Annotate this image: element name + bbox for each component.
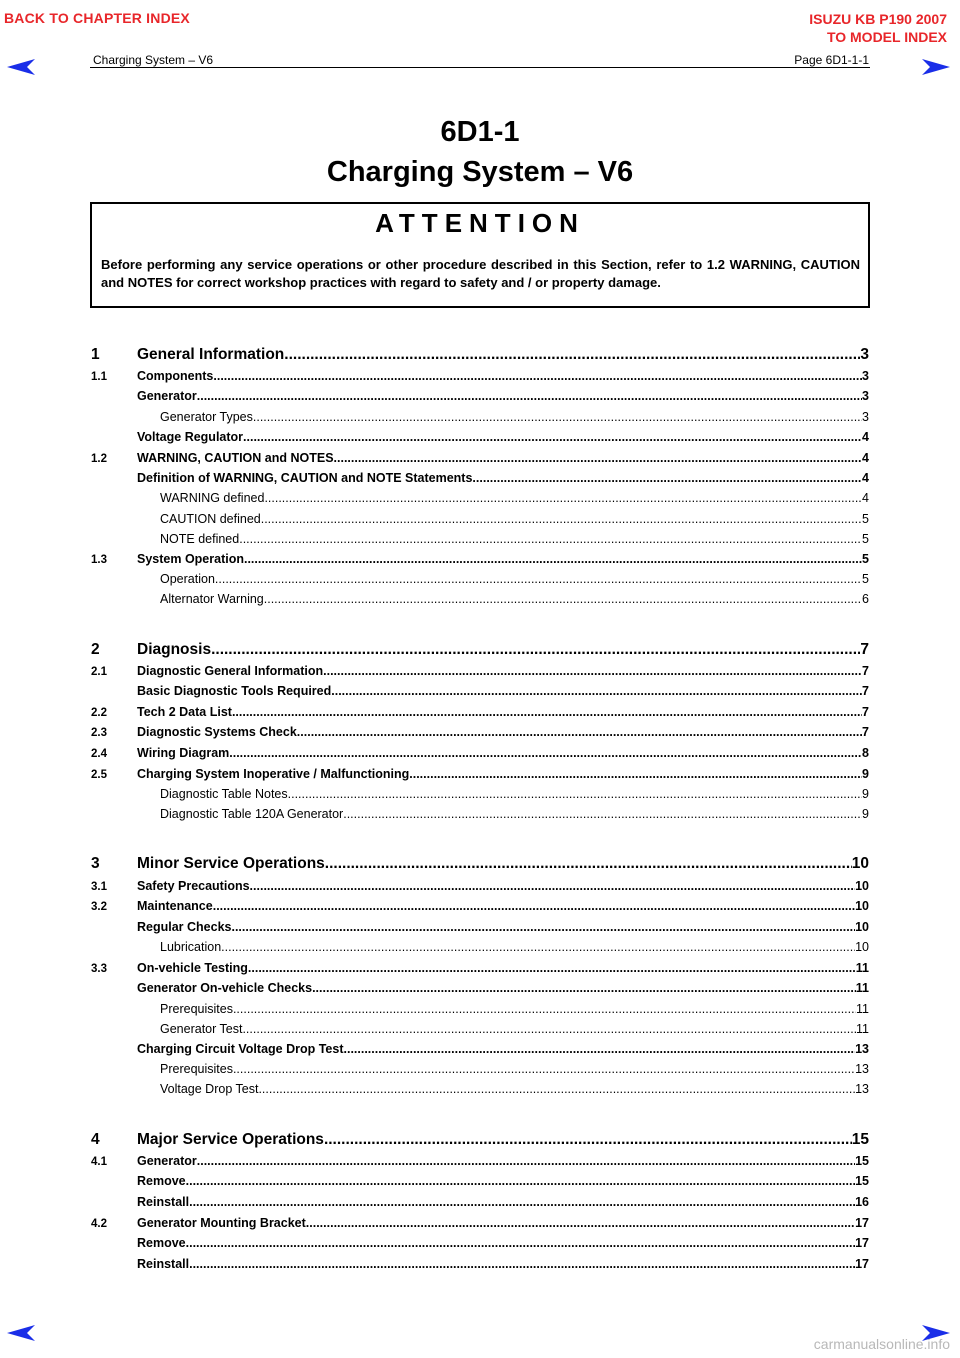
toc-entry-title: Wiring Diagram [137,746,230,760]
toc-entry-title: Basic Diagnostic Tools Required [137,684,332,698]
toc-entry-title: CAUTION defined [160,512,261,526]
toc-entry-page: 5 [862,532,869,546]
toc-entry[interactable] [91,767,869,785]
toc-entry-number: 1.3 [91,554,107,566]
toc-entry[interactable] [91,346,869,368]
toc-dot-leader [312,981,856,995]
model-index-link[interactable] [809,10,947,46]
toc-entry-page: 3 [860,346,869,363]
toc-entry[interactable] [91,1154,869,1172]
toc-entry-page: 7 [862,725,869,739]
toc-entry-title: Reinstall [137,1257,190,1271]
toc-entry[interactable] [91,940,869,958]
toc-dot-leader [297,725,862,739]
toc-dot-leader [197,389,862,403]
toc-entry[interactable] [91,1082,869,1100]
toc-entry-page: 6 [862,592,869,606]
toc-entry[interactable] [91,981,869,999]
attention-text: Before performing any service operations or other procedure described in this Section, refer to 1.2 WARNING, CAUTION and NOTES for correct workshop practices with regard to safety and / or property damage. [101,257,860,290]
toc-dot-leader [472,471,862,485]
toc-entry[interactable] [91,369,869,387]
toc-entry-page: 9 [862,787,869,801]
toc-entry-page: 7 [860,641,869,658]
prev-page-arrow-bottom[interactable] [7,1325,35,1343]
toc-entry-title: Lubrication [160,940,222,954]
toc-entry-number: 2.1 [91,666,107,678]
toc-dot-leader [239,532,862,546]
toc-dot-leader [331,684,862,698]
back-to-chapter-index-link[interactable]: BACK TO CHAPTER INDEX [4,10,190,26]
toc-entry-title: Remove [137,1236,186,1250]
toc-entry-number: 3.3 [91,963,107,975]
toc-dot-leader [261,512,862,526]
toc-entry[interactable] [91,787,869,805]
toc-entry-page: 11 [856,1022,869,1036]
toc-entry-page: 11 [855,981,869,995]
toc-entry-page: 10 [855,920,869,934]
toc-entry-title: Diagnostic General Information [137,664,324,678]
toc-entry-page: 3 [862,369,869,383]
toc-entry[interactable] [91,471,869,489]
toc-entry[interactable] [91,1216,869,1234]
toc-dot-leader [264,491,862,505]
toc-entry-number: 2.4 [91,748,107,760]
toc-entry-number: 3 [91,855,100,872]
toc-entry-page: 5 [862,512,869,526]
toc-entry-page: 4 [862,491,869,505]
toc-dot-leader [221,940,855,954]
toc-entry-page: 16 [855,1195,869,1209]
toc-entry[interactable] [91,451,869,469]
toc-dot-leader [250,879,856,893]
header-divider [90,67,870,68]
model-name: ISUZU KB P190 2007 [809,11,947,27]
toc-entry-page: 15 [855,1154,869,1168]
attention-heading: ATTENTION [375,208,585,238]
toc-entry-number: 1 [91,346,100,363]
toc-entry-number: 3.2 [91,901,107,913]
toc-entry[interactable] [91,1002,869,1020]
toc-entry-title: NOTE defined [160,532,240,546]
toc-entry[interactable] [91,725,869,743]
toc-entry-page: 7 [862,664,869,678]
toc-entry-title: Reinstall [137,1195,190,1209]
toc-entry-title: System Operation [137,552,244,566]
attention-box [90,202,870,308]
toc-entry-number: 3.1 [91,881,107,893]
toc-entry-title: Diagnostic Table Notes [160,787,288,801]
toc-entry-page: 8 [862,746,869,760]
toc-dot-leader [284,346,860,364]
toc-entry-title: Generator [137,389,197,403]
toc-entry-title: Diagnostic Table 120A Generator [160,807,344,821]
toc-entry-title: Definition of WARNING, CAUTION and NOTE Statements [137,471,473,485]
page-title [0,112,960,192]
toc-dot-leader [306,1216,855,1230]
toc-dot-leader [325,855,852,873]
toc-entry-title: On-vehicle Testing [137,961,248,975]
toc-entry[interactable] [91,899,869,917]
toc-dot-leader [233,1002,856,1016]
toc-dot-leader [242,1022,856,1036]
toc-dot-leader [186,1174,855,1188]
toc-entry[interactable] [91,746,869,764]
toc-entry-title: WARNING defined [160,491,265,505]
toc-entry-title: Alternator Warning [160,592,264,606]
toc-entry[interactable] [91,572,869,590]
toc-entry-page: 5 [862,552,869,566]
toc-entry[interactable] [91,1236,869,1254]
toc-entry-title: WARNING, CAUTION and NOTES [137,451,334,465]
toc-entry[interactable] [91,491,869,509]
toc-entry-title: Diagnosis [137,641,212,658]
toc-entry-title: Operation [160,572,215,586]
toc-entry-page: 15 [851,1131,869,1148]
toc-entry[interactable] [91,705,869,723]
toc-entry-number: 2.5 [91,769,107,781]
toc-entry-title: Regular Checks [137,920,232,934]
toc-entry[interactable] [91,1174,869,1192]
toc-entry[interactable] [91,641,869,663]
toc-entry-page: 17 [855,1257,869,1271]
toc-entry[interactable] [91,961,869,979]
toc-entry[interactable] [91,410,869,428]
toc-entry-title: General Information [137,346,285,363]
toc-dot-leader [244,552,862,566]
toc-dot-leader [213,899,855,913]
right-arrow-icon [922,59,950,75]
toc-dot-leader [211,641,860,659]
toc-dot-leader [189,1257,855,1271]
toc-dot-leader [213,369,862,383]
toc-entry-page: 11 [855,961,869,975]
toc-entry[interactable] [91,512,869,530]
toc-entry-page: 17 [855,1216,869,1230]
toc-entry-page: 9 [862,807,869,821]
toc-entry-title: Components [137,369,214,383]
toc-entry-page: 10 [855,899,869,913]
to-model-index-label[interactable]: TO MODEL INDEX [826,29,947,45]
section-code: 6D1-1 [440,116,520,148]
toc-entry[interactable] [91,920,869,938]
toc-entry-title: Generator Types [160,410,253,424]
toc-entry[interactable] [91,592,869,610]
toc-entry-page: 3 [862,410,869,424]
toc-entry-number: 2 [91,641,100,658]
left-arrow-icon [7,1325,35,1341]
toc-entry-page: 10 [855,879,869,893]
toc-entry[interactable] [91,1257,869,1275]
toc-entry-page: 9 [862,767,869,781]
section-name: Charging System – V6 [326,156,634,188]
toc-dot-leader [186,1236,855,1250]
toc-entry[interactable] [91,684,869,702]
toc-dot-leader [215,572,862,586]
toc-entry-page: 11 [856,1002,869,1016]
toc-dot-leader [324,1131,852,1149]
toc-dot-leader [231,920,855,934]
toc-entry-number: 4 [91,1131,100,1148]
toc-entry-title: Prerequisites [160,1002,233,1016]
toc-entry-title: Maintenance [137,899,213,913]
toc-entry-page: 13 [855,1042,869,1056]
toc-entry-number: 1.2 [91,453,107,465]
toc-entry-title: Minor Service Operations [137,855,325,872]
toc-dot-leader [409,767,862,781]
toc-entry[interactable] [91,807,869,825]
toc-entry[interactable] [91,879,869,897]
toc-dot-leader [243,430,862,444]
toc-entry-title: Remove [137,1174,186,1188]
toc-entry-page: 17 [855,1236,869,1250]
toc-entry[interactable] [91,855,869,877]
toc-dot-leader [288,787,862,801]
toc-dot-leader [197,1154,855,1168]
toc-entry-page: 4 [862,471,869,485]
left-arrow-icon [7,59,35,75]
toc-entry[interactable] [91,1131,869,1153]
toc-entry-number: 4.2 [91,1218,107,1230]
toc-dot-leader [189,1195,855,1209]
toc-entry-title: Charging Circuit Voltage Drop Test [137,1042,344,1056]
toc-entry-page: 7 [862,705,869,719]
toc-dot-leader [248,961,856,975]
running-header-page: Page 6D1-1-1 [794,53,869,67]
toc-entry-title: Generator Test [160,1022,243,1036]
toc-entry-title: Major Service Operations [137,1131,324,1148]
toc-entry-number: 2.3 [91,727,107,739]
toc-dot-leader [343,807,862,821]
toc-entry[interactable] [91,389,869,407]
toc-entry[interactable] [91,1022,869,1040]
toc-entry-page: 7 [862,684,869,698]
toc-entry[interactable] [91,532,869,550]
toc-entry-title: Generator [137,1154,197,1168]
toc-entry-page: 3 [862,389,869,403]
toc-entry-number: 1.1 [91,371,107,383]
toc-entry[interactable] [91,1195,869,1213]
toc-dot-leader [344,1042,856,1056]
toc-entry[interactable] [91,1042,869,1060]
toc-entry-title: Charging System Inoperative / Malfunctioning [137,767,410,781]
toc-entry-title: Generator On-vehicle Checks [137,981,313,995]
toc-entry-title: Voltage Drop Test [160,1082,259,1096]
toc-entry-number: 4.1 [91,1156,107,1168]
toc-entry-page: 15 [855,1174,869,1188]
toc-entry-title: Voltage Regulator [137,430,244,444]
toc-dot-leader [323,664,862,678]
toc-dot-leader [258,1082,855,1096]
toc-entry-page: 13 [855,1062,869,1076]
toc-dot-leader [229,746,862,760]
toc-dot-leader [334,451,863,465]
toc-entry-page: 4 [862,451,869,465]
toc-entry-page: 10 [855,940,869,954]
toc-dot-leader [253,410,862,424]
toc-entry-page: 4 [862,430,869,444]
toc-dot-leader [233,1062,855,1076]
running-header-section: Charging System – V6 [93,53,214,67]
toc-entry-page: 13 [855,1082,869,1096]
toc-entry-title: Prerequisites [160,1062,233,1076]
toc-entry-number: 2.2 [91,707,107,719]
toc-entry[interactable] [91,1062,869,1080]
toc-entry-page: 10 [851,855,869,872]
watermark: carmanualsonline.info [813,1336,950,1352]
toc-dot-leader [264,592,862,606]
toc-entry-title: Diagnostic Systems Check [137,725,297,739]
next-page-arrow[interactable] [922,59,950,77]
toc-entry-title: Tech 2 Data List [137,705,232,719]
prev-page-arrow[interactable] [7,59,35,77]
toc-entry-title: Safety Precautions [137,879,250,893]
toc-entry-title: Generator Mounting Bracket [137,1216,306,1230]
toc-entry[interactable] [91,430,869,448]
toc-entry[interactable] [91,552,869,570]
toc-entry[interactable] [91,664,869,682]
toc-dot-leader [232,705,862,719]
toc-entry-page: 5 [862,572,869,586]
